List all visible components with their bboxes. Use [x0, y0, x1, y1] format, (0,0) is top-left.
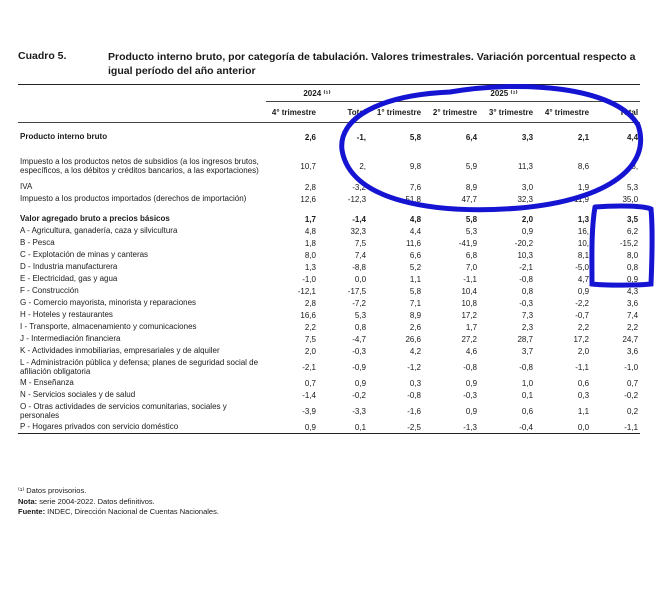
row-label: K - Actividades inmobiliarias, empresariales y de alquiler: [20, 346, 220, 356]
cell: 0,7: [626, 378, 639, 388]
cell: 2,: [359, 161, 367, 171]
cell: 8,1: [577, 250, 590, 260]
cell: -0,2: [352, 390, 367, 400]
cell: 4,7: [577, 274, 590, 284]
table-row: [18, 193, 640, 205]
row-label: M - Enseñanza: [20, 378, 74, 388]
table-title: Producto interno bruto, por categoría de tabulación. Valores trimestrales. Variación porcentual respecto a igual período del año anterior: [108, 51, 636, 77]
cell: 2,3: [521, 322, 534, 332]
col-2024-q4: 4° trimestre: [266, 102, 318, 123]
cell: 0,9: [626, 274, 639, 284]
table-row: [18, 421, 640, 434]
row-label: P - Hogares privados con servicio doméstico: [18, 421, 266, 434]
cell: 7,4: [354, 250, 367, 260]
cell: -2,2: [575, 298, 590, 308]
cell: 8,0: [304, 250, 316, 260]
cell: -1,1: [463, 274, 478, 284]
cell: 1,1: [577, 406, 590, 416]
cell: 0,2: [626, 406, 639, 416]
cell: 8,: [631, 161, 639, 171]
row-label: O - Otras actividades de servicios comunitarias, sociales y personales: [20, 401, 227, 420]
row-label: C - Explotación de minas y canteras: [20, 250, 149, 260]
cell: 5,3: [626, 182, 639, 192]
cell: 1,8: [304, 238, 316, 248]
cell: 0,8: [354, 322, 367, 332]
cell: 10,8: [461, 298, 478, 308]
row-label: B - Pesca: [20, 238, 55, 248]
nota-line: [18, 497, 618, 508]
cell: -0,2: [624, 390, 639, 400]
table-row: [18, 345, 640, 357]
cell: 10,3: [517, 250, 534, 260]
header-group-row: [18, 85, 640, 102]
cell: 10,4: [461, 286, 478, 296]
cell: 3,6: [626, 298, 639, 308]
row-label: A - Agricultura, ganadería, caza y silvicultura: [20, 226, 178, 236]
cell: 1,3: [304, 262, 316, 272]
cell: 0,9: [465, 378, 478, 388]
table-number: Cuadro 5.: [18, 50, 67, 62]
row-label: G - Comercio mayorista, minorista y reparaciones: [20, 298, 197, 308]
row-label: E - Electricidad, gas y agua: [20, 274, 118, 284]
cell: 0,3: [577, 390, 590, 400]
cell: -1,: [356, 132, 367, 142]
cell: -0,7: [575, 310, 590, 320]
table-row: [18, 389, 640, 401]
table-row: [18, 181, 640, 193]
table-row: [18, 285, 640, 297]
cell: -0,3: [352, 346, 367, 356]
cell: -0,8: [519, 274, 534, 284]
gdp-table: [18, 84, 640, 434]
cell: 0,0: [535, 421, 591, 434]
cell: -1,6: [407, 406, 422, 416]
table-row: [18, 321, 640, 333]
cell: -8,8: [352, 262, 367, 272]
cell: 0,1: [318, 421, 368, 434]
row-label: Impuesto a los productos importados (derechos de importación): [20, 194, 247, 204]
cell: -12,1: [297, 286, 316, 296]
row-label: Valor agregado bruto a precios básicos: [20, 214, 170, 224]
cell: -0,9: [352, 362, 367, 372]
group-2025: 2025 ⁽¹⁾: [368, 85, 640, 102]
col-2025-q3: 3° trimestre: [479, 102, 535, 123]
cell: 27,2: [461, 334, 478, 344]
cell: 3,6: [626, 346, 639, 356]
cell: 2,8: [304, 298, 316, 308]
cell: -0,8: [463, 362, 478, 372]
cell: 47,7: [461, 194, 478, 204]
cell: 4,2: [409, 346, 422, 356]
cell: -1,1: [591, 421, 640, 434]
cell: 4,6: [465, 346, 478, 356]
cell: -20,2: [514, 238, 534, 248]
group-2024: 2024 ⁽¹⁾: [266, 85, 368, 102]
cell: -5,0: [575, 262, 590, 272]
cell: 4,4: [409, 226, 422, 236]
cell: 2,0: [304, 346, 316, 356]
row-label: IVA: [20, 182, 33, 192]
table-row: [18, 333, 640, 345]
cell: 2,6: [304, 132, 316, 142]
col-2024-total: Total: [318, 102, 368, 123]
cell: 8,9: [409, 310, 422, 320]
cell: 0,9: [521, 226, 534, 236]
col-2025-q4: 4° trimestre: [535, 102, 591, 123]
cell: -0,3: [463, 390, 478, 400]
row-label: H - Hoteles y restaurantes: [20, 310, 113, 320]
cell: -15,2: [619, 238, 639, 248]
cell: 0,9: [577, 286, 590, 296]
row-label: Producto interno bruto: [20, 132, 108, 142]
row-label: F - Construcción: [20, 286, 79, 296]
table-row: [18, 261, 640, 273]
table-row: [18, 377, 640, 389]
cell: 1,7: [304, 214, 316, 224]
table-row: [18, 357, 640, 377]
row-label: I - Transporte, almacenamiento y comunicaciones: [20, 322, 197, 332]
cell: 6,6: [409, 250, 422, 260]
col-2025-q2: 2° trimestre: [423, 102, 479, 123]
cell: 3,0: [521, 182, 534, 192]
cell: 0,1: [521, 390, 534, 400]
cell: -3,2: [352, 182, 367, 192]
cell: 0,8: [521, 286, 534, 296]
cell: 4,8: [304, 226, 316, 236]
cell: -3,3: [352, 406, 367, 416]
cell: -1,4: [352, 214, 367, 224]
provisional-note: ⁽¹⁾ Datos provisorios.: [18, 486, 87, 495]
cell: 7,1: [409, 298, 422, 308]
cell: 5,8: [465, 214, 478, 224]
table-row: [18, 273, 640, 285]
cell: 26,6: [405, 334, 422, 344]
table-row: [18, 249, 640, 261]
cell: 35,0: [622, 194, 639, 204]
cell: 0,3: [409, 378, 422, 388]
cell: 1,7: [465, 322, 478, 332]
nota-label: Nota:: [18, 496, 38, 506]
cell: 7,6: [409, 182, 422, 192]
cell: -0,3: [519, 298, 534, 308]
cell: 32,3: [350, 226, 367, 236]
cell: 0,9: [354, 378, 367, 388]
cell: 9,8: [409, 161, 422, 171]
cell: 4,8: [409, 214, 422, 224]
cell: 1,1: [409, 274, 422, 284]
cell: -41,9: [458, 238, 478, 248]
cell: 11,6: [406, 238, 422, 248]
cell: 1,0: [521, 378, 534, 388]
cell: 0,9: [266, 421, 318, 434]
cell: 5,2: [409, 262, 422, 272]
cell: -12,3: [347, 194, 367, 204]
cell: -2,1: [302, 362, 316, 372]
cell: 24,7: [622, 334, 639, 344]
cell: 3,7: [521, 346, 534, 356]
cell: 7,3: [521, 310, 534, 320]
table-row: [18, 401, 640, 421]
cell: 7,4: [626, 310, 639, 320]
cell: 7,5: [354, 238, 367, 248]
cell: 0,0: [354, 274, 367, 284]
cell: 16,: [577, 226, 590, 236]
cell: 0,7: [304, 378, 316, 388]
cell: 4,4: [626, 132, 639, 142]
cell: -1,3: [423, 421, 479, 434]
cell: -0,8: [407, 390, 422, 400]
cell: 11,3: [518, 161, 534, 171]
cell: 6,4: [465, 132, 478, 142]
fuente-text: INDEC, Dirección Nacional de Cuentas Nacionales.: [45, 507, 219, 516]
cell: 8,9: [465, 182, 478, 192]
cell: -0,8: [519, 362, 534, 372]
row-label: Impuesto a los productos netos de subsidios (a los ingresos brutos, específicos, a los débitos y créditos bancarios, a las exportaciones): [20, 156, 259, 175]
cell: 51,8: [405, 194, 422, 204]
row-label: L - Administración pública y defensa; planes de seguridad social de afiliación obligatoria: [20, 357, 259, 376]
cell: 6,8: [465, 250, 478, 260]
cell: 4,3: [626, 286, 639, 296]
cell: -1,4: [302, 390, 316, 400]
cell: 2,0: [521, 214, 534, 224]
table-row: [18, 309, 640, 321]
cell: 17,2: [461, 310, 478, 320]
cell: 2,2: [304, 322, 316, 332]
cell: 28,7: [517, 334, 534, 344]
footnotes: [18, 486, 618, 518]
table-row: [18, 131, 640, 143]
table-row: [18, 213, 640, 225]
table-row: [18, 237, 640, 249]
cell: 32,3: [517, 194, 534, 204]
cell: -1,2: [407, 362, 422, 372]
cell: 0,9: [465, 406, 478, 416]
cell: 17,2: [573, 334, 590, 344]
cell: 3,5: [626, 214, 639, 224]
fuente-line: [18, 507, 618, 518]
col-2025-total: Total: [591, 102, 640, 123]
cell: 2,6: [409, 322, 422, 332]
header-subrow: [18, 102, 640, 123]
cell: -2,5: [368, 421, 423, 434]
cell: 1,9: [577, 182, 590, 192]
cell: 12,6: [300, 194, 316, 204]
cell: 7,0: [465, 262, 478, 272]
col-2025-q1: 1° trimestre: [368, 102, 423, 123]
nota-text: serie 2004-2022. Datos definitivos.: [37, 496, 155, 506]
row-label: D - Industria manufacturera: [20, 262, 118, 272]
cell: 2,8: [304, 182, 316, 192]
cell: -7,2: [352, 298, 367, 308]
cell: -1,1: [575, 362, 590, 372]
cell: 0,6: [577, 378, 590, 388]
cell: 8,6: [577, 161, 590, 171]
cell: -3,9: [302, 406, 316, 416]
cell: 5,9: [465, 161, 478, 171]
cell: 7,5: [304, 334, 316, 344]
cell: 5,8: [409, 286, 422, 296]
cell: 2,1: [577, 132, 590, 142]
cell: 6,2: [626, 226, 639, 236]
cell: 5,8: [409, 132, 422, 142]
cell: 0,6: [521, 406, 534, 416]
cell: -1,0: [624, 362, 639, 372]
cell: -0,4: [479, 421, 535, 434]
cell: -1,0: [302, 274, 316, 284]
cell: -4,7: [352, 334, 367, 344]
table-row: [18, 225, 640, 237]
table-row: [18, 297, 640, 309]
cell: 2,2: [577, 322, 590, 332]
cell: 5,3: [465, 226, 478, 236]
cell: 0,8: [626, 262, 639, 272]
cell: 1,3: [577, 214, 590, 224]
cell: 10,7: [300, 161, 316, 171]
cell: 8,0: [626, 250, 639, 260]
cell: -2,1: [519, 262, 534, 272]
cell: -17,5: [347, 286, 367, 296]
cell: 2,0: [577, 346, 590, 356]
table-row: [18, 151, 640, 181]
cell: 2,2: [626, 322, 639, 332]
cell: 11,9: [574, 194, 590, 204]
fuente-label: Fuente:: [18, 507, 46, 516]
cell: 5,3: [354, 310, 367, 320]
row-label: J - Intermediación financiera: [20, 334, 121, 344]
row-label: N - Servicios sociales y de salud: [20, 390, 136, 400]
cell: 10,: [577, 238, 590, 248]
cell: 3,3: [521, 132, 534, 142]
cell: 16,6: [300, 310, 316, 320]
